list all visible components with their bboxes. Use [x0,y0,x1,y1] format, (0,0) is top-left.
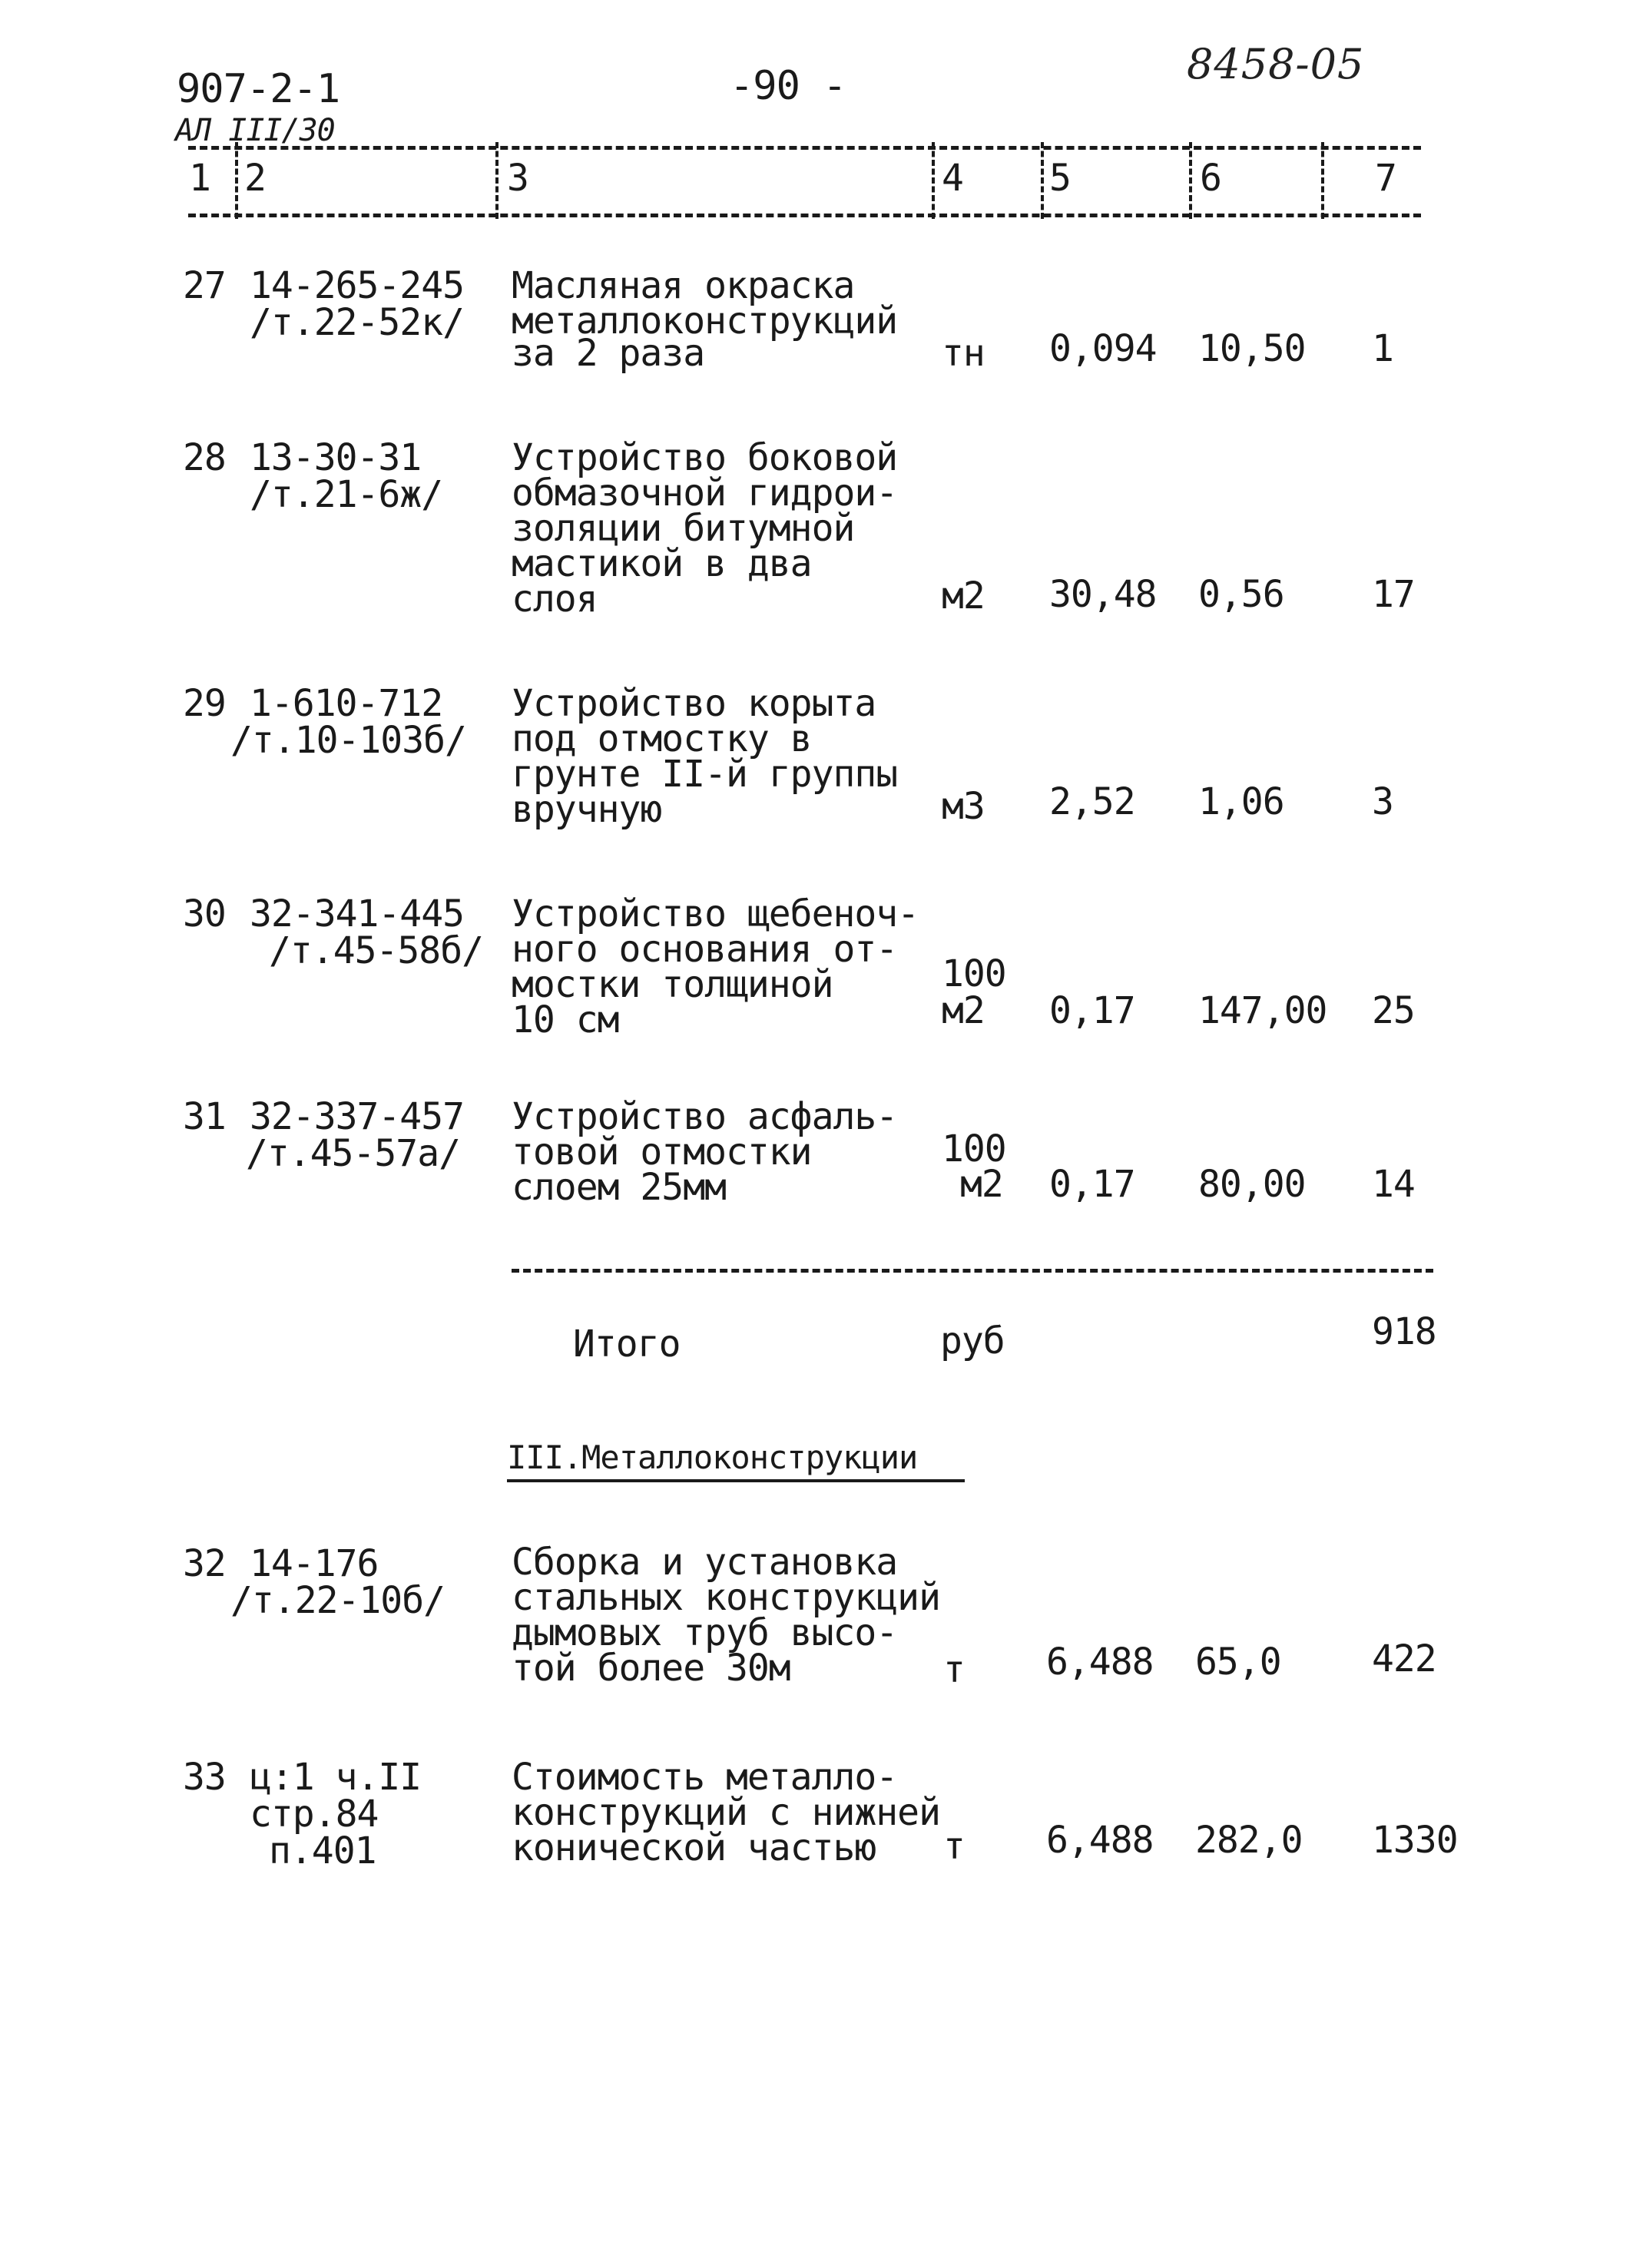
row-number: 31 [183,1095,226,1138]
row-code: 32-337-457 [250,1095,464,1138]
column-header-7: 7 [1375,157,1396,200]
column-divider [495,142,499,219]
row-unit: 100 [942,952,1006,995]
row-total: 3 [1372,780,1393,823]
row-description: 10 см [512,998,619,1041]
row-description: Устройство асфаль- [512,1095,898,1138]
row-unit: т [943,1825,965,1868]
row-description: вручную [512,788,662,831]
row-description: слоя [512,578,598,621]
column-divider [1189,142,1192,219]
row-unit: м2 [942,574,985,617]
column-header-6: 6 [1200,157,1221,200]
row-number: 30 [183,892,226,935]
row-code: 1-610-712 [250,682,443,725]
row-number: 33 [183,1756,226,1799]
row-unit: 100 [942,1127,1006,1170]
row-description: металлоконструкций [512,300,898,343]
row-code: /т.21-6ж/ [250,473,443,516]
row-code: /т.22-52к/ [250,301,464,344]
row-total: 1330 [1372,1819,1458,1862]
row-description: золяции битумной [512,507,855,550]
header-top-rule [188,146,1421,150]
row-description: под отмостку в [512,717,812,760]
row-total: 25 [1372,989,1415,1032]
row-code: /т.45-57а/ [246,1132,460,1175]
row-description: Устройство щебеноч- [512,892,919,935]
header-bottom-rule [188,214,1421,217]
row-number: 28 [183,436,226,479]
row-description: слоем 25мм [512,1166,726,1209]
row-description: мостки толщиной [512,963,833,1006]
row-description: мастикой в два [512,542,812,585]
row-unit: м2 [960,1163,1003,1206]
row-unit: м2 [942,989,985,1032]
sheet-code: АЛ III/30 [175,113,335,148]
row-code: 14-265-245 [250,264,464,307]
row-description: Устройство боковой [512,436,898,479]
row-description: конструкций с нижней [512,1791,940,1834]
column-header-3: 3 [507,157,528,200]
column-header-2: 2 [244,157,266,200]
page-number: -90 - [730,63,846,109]
row-description: Масляная окраска [512,264,855,307]
row-code: 14-176 [250,1542,379,1585]
column-header-4: 4 [942,157,963,200]
row-number: 29 [183,682,226,725]
row-code: /т.45-58б/ [269,929,483,972]
column-divider [932,142,935,219]
row-number: 27 [183,264,226,307]
row-quantity: 6,488 [1046,1819,1154,1862]
row-description: Стоимость металло- [512,1756,898,1799]
row-code: /т.10-103б/ [230,719,466,762]
subtotal-unit: руб [940,1319,1005,1362]
row-unit: м3 [942,785,985,828]
row-price: 147,00 [1198,989,1327,1032]
row-price: 1,06 [1198,780,1284,823]
row-unit: тн [942,332,985,375]
row-quantity: 2,52 [1049,780,1135,823]
row-description: дымовых труб высо- [512,1611,898,1654]
row-description: ного основания от- [512,928,898,971]
row-description: за 2 раза [512,332,705,375]
row-code: 32-341-445 [250,892,464,935]
row-description: той более 30м [512,1647,790,1690]
row-description: Устройство корыта [512,682,876,725]
column-header-1: 1 [189,157,210,200]
row-code: п.401 [269,1829,376,1872]
section-title: III.Металлоконструкции [507,1439,918,1476]
row-price: 10,50 [1198,327,1306,370]
row-quantity: 0,17 [1049,989,1135,1032]
column-header-5: 5 [1049,157,1071,200]
row-quantity: 0,094 [1049,327,1157,370]
row-description: Сборка и установка [512,1541,898,1584]
row-price: 0,56 [1198,573,1284,616]
row-description: конической частью [512,1826,876,1869]
row-description: обмазочной гидрои- [512,472,898,515]
row-unit: т [943,1648,965,1691]
row-quantity: 6,488 [1046,1641,1154,1684]
row-code: /т.22-10б/ [230,1579,445,1622]
row-code: ц:1 ч.II [250,1756,422,1799]
subtotal-label: Итого [573,1323,681,1366]
column-divider [1321,142,1324,219]
inventory-number: 8458-05 [1187,40,1365,88]
row-code: стр.84 [250,1793,379,1836]
row-total: 14 [1372,1163,1415,1206]
row-description: стальных конструкций [512,1576,940,1619]
column-divider [235,142,238,219]
row-price: 282,0 [1195,1819,1303,1862]
row-description: грунте II-й группы [512,753,898,796]
row-quantity: 0,17 [1049,1163,1135,1206]
subtotal-total: 918 [1372,1310,1436,1353]
subtotal-rule [512,1269,1433,1273]
row-code: 13-30-31 [250,436,422,479]
doc-code: 907-2-1 [177,66,340,112]
row-description: товой отмостки [512,1131,812,1174]
row-quantity: 30,48 [1049,573,1157,616]
row-total: 1 [1372,327,1393,370]
section-title-underline [507,1479,965,1482]
row-price: 80,00 [1198,1163,1306,1206]
row-number: 32 [183,1542,226,1585]
column-divider [1041,142,1044,219]
row-total: 17 [1372,573,1415,616]
row-total: 422 [1372,1637,1436,1680]
row-price: 65,0 [1195,1641,1281,1684]
